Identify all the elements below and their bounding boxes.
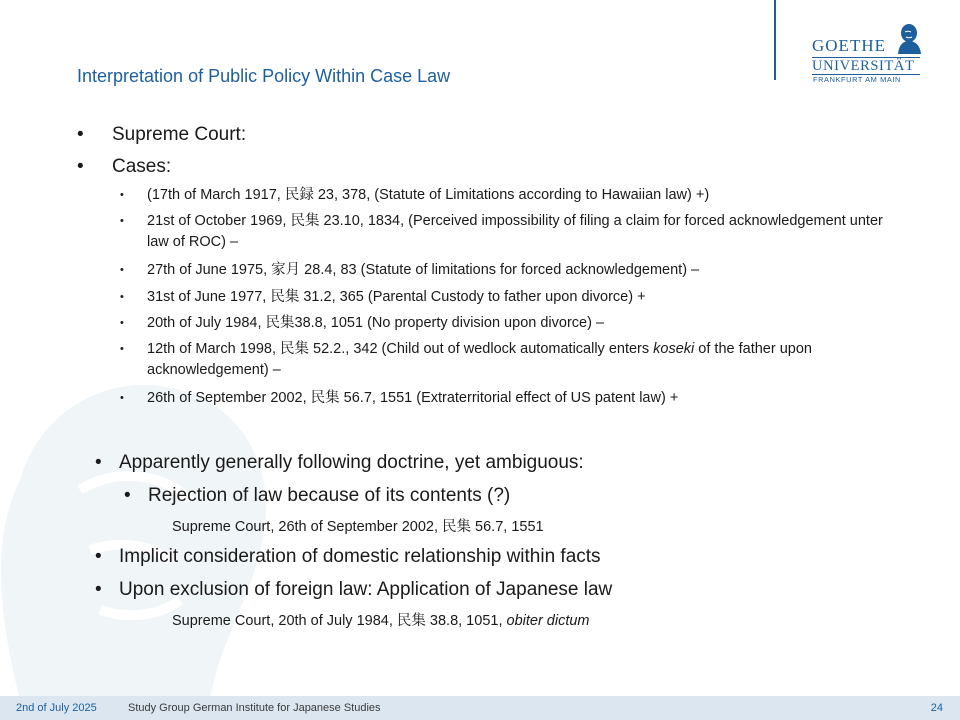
header-divider bbox=[774, 0, 776, 80]
footer-date: 2nd of July 2025 bbox=[16, 702, 97, 714]
bullet-dot: • bbox=[77, 156, 84, 177]
bullet-dot: • bbox=[77, 124, 84, 145]
goethe-portrait-icon bbox=[894, 22, 922, 54]
page-number: 24 bbox=[930, 702, 943, 714]
case-text-post: of the father upon acknowledgement) – bbox=[147, 341, 812, 378]
case-text-emphasis: koseki bbox=[653, 341, 695, 357]
bullet-dot: • bbox=[120, 343, 124, 355]
bullet-dot: • bbox=[120, 264, 124, 276]
case-text: 27th of June 1975, 家月 28.4, 83 (Statute of limitations for forced acknowledgement) – bbox=[147, 262, 700, 278]
bullet-text: Apparently generally following doctrine, yet ambiguous: bbox=[119, 452, 584, 473]
bullet-dot: • bbox=[120, 392, 124, 404]
case-reference bbox=[172, 609, 590, 630]
case-text: 31st of June 1977, 民集 31.2, 365 (Parental Custody to father upon divorce) + bbox=[147, 289, 646, 305]
bullet-text: Rejection of law because of its contents (?) bbox=[148, 485, 511, 506]
footer-organization: Study Group German Institute for Japanese Studies bbox=[128, 702, 381, 714]
slide-title: Interpretation of Public Policy Within Case Law bbox=[77, 66, 451, 86]
bullet-dot: • bbox=[95, 452, 102, 473]
case-text: 21st of October 1969, 民集 23.10, 1834, (Perceived impossibility of filing a claim for forced acknowledgement unter law of ROC) – bbox=[147, 213, 883, 250]
bullet-dot: • bbox=[120, 189, 124, 201]
bullet-dot: • bbox=[120, 317, 124, 329]
bullet-text: Supreme Court: bbox=[112, 124, 247, 145]
slide-footer bbox=[0, 696, 960, 720]
bullet-text: Implicit consideration of domestic relationship within facts bbox=[119, 546, 601, 567]
case-reference: Supreme Court, 26th of September 2002, 民集 56.7, 1551 bbox=[172, 519, 544, 535]
bullet-dot: • bbox=[95, 546, 102, 567]
university-logo bbox=[812, 22, 922, 84]
case-reference-emphasis: obiter dictum bbox=[506, 613, 590, 629]
logo-university: UNIVERSITÄT bbox=[812, 58, 915, 74]
bullet-text: Cases: bbox=[112, 156, 172, 177]
case-text: (17th of March 1917, 民録 23, 378, (Statute of Limitations according to Hawaiian law) +) bbox=[147, 187, 710, 203]
logo-city: FRANKFURT AM MAIN bbox=[813, 75, 901, 84]
bullet-dot: • bbox=[120, 215, 124, 227]
case-text: 26th of September 2002, 民集 56.7, 1551 (Extraterritorial effect of US patent law) + bbox=[147, 390, 679, 406]
bullet-dot: • bbox=[95, 579, 102, 600]
bullet-dot: • bbox=[120, 291, 124, 303]
logo-name: GOETHE bbox=[812, 36, 886, 55]
case-reference-text: Supreme Court, 20th of July 1984, 民集 38.8, 1051, bbox=[172, 613, 507, 629]
case-text bbox=[147, 339, 907, 381]
case-text-pre: 12th of March 1998, 民集 52.2., 342 (Child out of wedlock automatically enters bbox=[147, 341, 654, 357]
bullet-text: Upon exclusion of foreign law: Application of Japanese law bbox=[119, 579, 613, 600]
case-text: 20th of July 1984, 民集38.8, 1051 (No property division upon divorce) – bbox=[147, 315, 605, 331]
bullet-dot: • bbox=[124, 485, 131, 506]
